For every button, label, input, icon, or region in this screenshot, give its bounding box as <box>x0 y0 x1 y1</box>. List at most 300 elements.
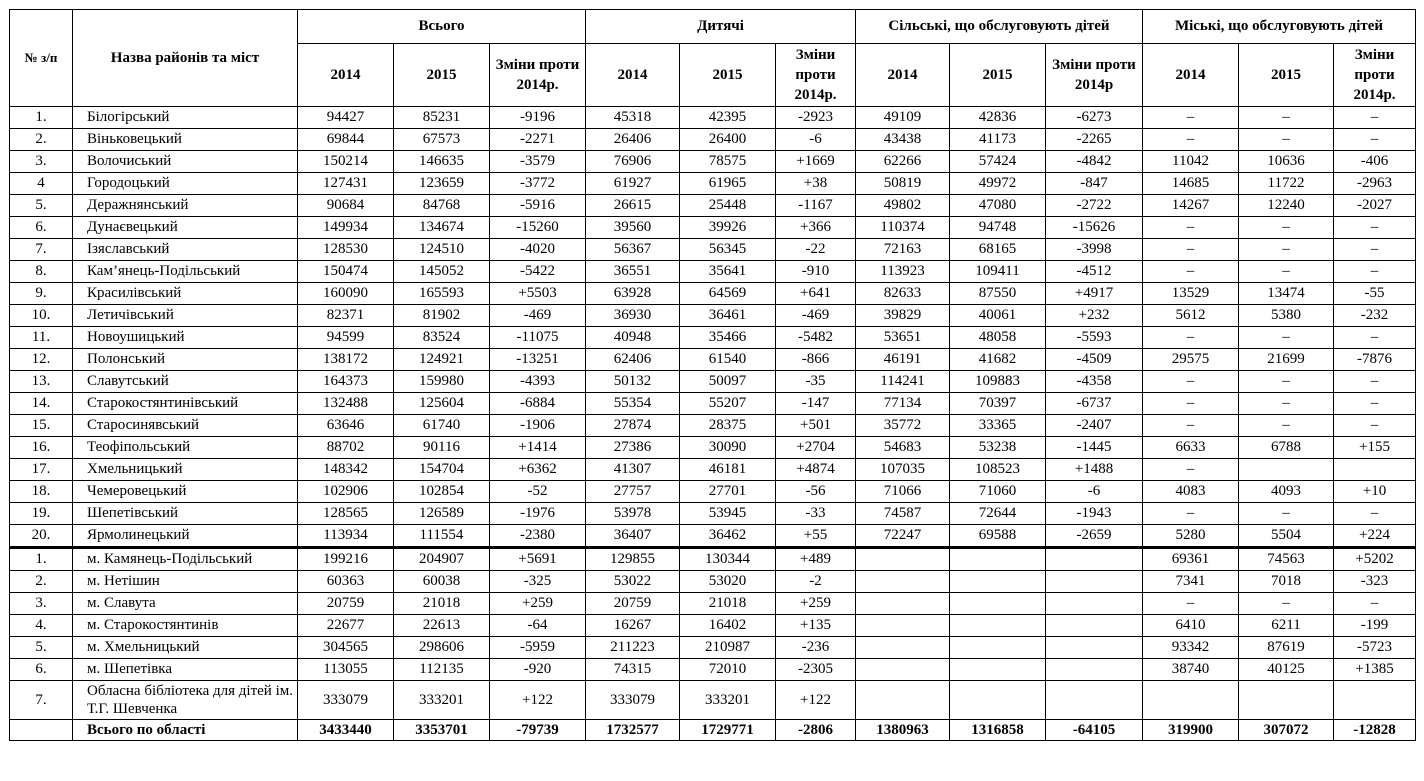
row-value: 60038 <box>394 571 490 593</box>
row-value: -5916 <box>490 195 586 217</box>
row-value: -64105 <box>1046 720 1143 741</box>
row-value: 319900 <box>1143 720 1239 741</box>
row-value: -469 <box>490 305 586 327</box>
row-value: -847 <box>1046 173 1143 195</box>
row-value: 60363 <box>298 571 394 593</box>
row-value: – <box>1239 217 1334 239</box>
row-value: 16267 <box>586 615 680 637</box>
row-number: 13. <box>10 371 73 393</box>
row-name: Волочиський <box>73 151 298 173</box>
row-value: 35641 <box>680 261 776 283</box>
row-value: 55354 <box>586 393 680 415</box>
row-number: 15. <box>10 415 73 437</box>
row-value: 61927 <box>586 173 680 195</box>
row-value: +489 <box>776 548 856 571</box>
row-value: 111554 <box>394 525 490 548</box>
row-value: 333201 <box>680 681 776 720</box>
row-value: 4093 <box>1239 481 1334 503</box>
row-value: 56345 <box>680 239 776 261</box>
row-value: – <box>1143 129 1239 151</box>
row-value: 46181 <box>680 459 776 481</box>
row-value: 61965 <box>680 173 776 195</box>
row-value: 40125 <box>1239 659 1334 681</box>
row-value: -2659 <box>1046 525 1143 548</box>
row-value: – <box>1143 107 1239 129</box>
row-value: +6362 <box>490 459 586 481</box>
row-value: +232 <box>1046 305 1143 327</box>
row-value: 68165 <box>950 239 1046 261</box>
row-value: 7018 <box>1239 571 1334 593</box>
row-number: 3. <box>10 593 73 615</box>
row-value: 53238 <box>950 437 1046 459</box>
row-value: 81902 <box>394 305 490 327</box>
row-value: 109883 <box>950 371 1046 393</box>
row-value: – <box>1334 261 1416 283</box>
row-value: 160090 <box>298 283 394 305</box>
row-value: +1669 <box>776 151 856 173</box>
header-group-urban: Міські, що обслуговують дітей <box>1143 10 1416 44</box>
row-value: -323 <box>1334 571 1416 593</box>
row-value: -7876 <box>1334 349 1416 371</box>
row-value: – <box>1239 239 1334 261</box>
row-value: 41682 <box>950 349 1046 371</box>
row-value: 94599 <box>298 327 394 349</box>
row-value: 72163 <box>856 239 950 261</box>
row-name: м. Нетішин <box>73 571 298 593</box>
row-value <box>950 681 1046 720</box>
row-value: -910 <box>776 261 856 283</box>
row-value <box>1046 681 1143 720</box>
row-value: 14267 <box>1143 195 1239 217</box>
header-year: 2014 <box>856 44 950 107</box>
row-value: -2265 <box>1046 129 1143 151</box>
row-value: +1385 <box>1334 659 1416 681</box>
row-value: 164373 <box>298 371 394 393</box>
row-number: 6. <box>10 217 73 239</box>
header-year: 2014 <box>298 44 394 107</box>
row-value: -9196 <box>490 107 586 129</box>
table-row <box>10 571 1416 593</box>
row-value: 11042 <box>1143 151 1239 173</box>
row-value: 138172 <box>298 349 394 371</box>
row-value: 62406 <box>586 349 680 371</box>
row-value: -33 <box>776 503 856 525</box>
row-value: 108523 <box>950 459 1046 481</box>
row-value: – <box>1143 261 1239 283</box>
table-row <box>10 151 1416 173</box>
table-row <box>10 637 1416 659</box>
row-value: – <box>1334 593 1416 615</box>
row-value: -6 <box>1046 481 1143 503</box>
row-value: +155 <box>1334 437 1416 459</box>
row-value: +135 <box>776 615 856 637</box>
row-name: Старокостянтинівський <box>73 393 298 415</box>
row-value: 16402 <box>680 615 776 637</box>
row-value <box>1046 593 1143 615</box>
row-value: -920 <box>490 659 586 681</box>
row-value: -1943 <box>1046 503 1143 525</box>
table-row <box>10 129 1416 151</box>
row-value: – <box>1239 503 1334 525</box>
row-number: 7. <box>10 681 73 720</box>
row-number: 5. <box>10 195 73 217</box>
row-value: 123659 <box>394 173 490 195</box>
row-number: 18. <box>10 481 73 503</box>
row-value: – <box>1143 459 1239 481</box>
row-value: 26406 <box>586 129 680 151</box>
row-value: +5503 <box>490 283 586 305</box>
row-number: 12. <box>10 349 73 371</box>
header-year: 2015 <box>950 44 1046 107</box>
row-value: 74563 <box>1239 548 1334 571</box>
row-value: – <box>1334 239 1416 261</box>
row-value: 40061 <box>950 305 1046 327</box>
row-number: 1. <box>10 107 73 129</box>
row-value: 47080 <box>950 195 1046 217</box>
row-value: 333201 <box>394 681 490 720</box>
header-year: 2014 <box>1143 44 1239 107</box>
row-value: -6737 <box>1046 393 1143 415</box>
row-value: 6633 <box>1143 437 1239 459</box>
row-value: +641 <box>776 283 856 305</box>
header-change: Зміни проти 2014р. <box>776 44 856 107</box>
table-row <box>10 437 1416 459</box>
table-row <box>10 305 1416 327</box>
table-row <box>10 525 1416 548</box>
row-value: 124510 <box>394 239 490 261</box>
table-row <box>10 720 1416 741</box>
row-value: 25448 <box>680 195 776 217</box>
row-value: -3579 <box>490 151 586 173</box>
row-value: 3353701 <box>394 720 490 741</box>
row-value <box>1143 681 1239 720</box>
table-row <box>10 283 1416 305</box>
row-value: -5959 <box>490 637 586 659</box>
row-value: -52 <box>490 481 586 503</box>
row-value: – <box>1143 371 1239 393</box>
row-value <box>856 571 950 593</box>
row-value: – <box>1334 129 1416 151</box>
row-number: 20. <box>10 525 73 548</box>
row-value: 50097 <box>680 371 776 393</box>
row-value: -35 <box>776 371 856 393</box>
row-name: Всього по області <box>73 720 298 741</box>
header-change: Зміни проти 2014р. <box>490 44 586 107</box>
row-value <box>856 548 950 571</box>
row-value: +4917 <box>1046 283 1143 305</box>
row-value: 113055 <box>298 659 394 681</box>
row-value: 132488 <box>298 393 394 415</box>
row-value: +2704 <box>776 437 856 459</box>
row-value: 57424 <box>950 151 1046 173</box>
row-number: 4 <box>10 173 73 195</box>
row-name: м. Камянець-Подільський <box>73 548 298 571</box>
row-value: -2305 <box>776 659 856 681</box>
row-name: Ізяславський <box>73 239 298 261</box>
row-value: 114241 <box>856 371 950 393</box>
row-value: 62266 <box>856 151 950 173</box>
row-value <box>1046 548 1143 571</box>
table-row <box>10 503 1416 525</box>
row-value: 70397 <box>950 393 1046 415</box>
row-number: 2. <box>10 571 73 593</box>
row-value: 87619 <box>1239 637 1334 659</box>
row-value: +122 <box>776 681 856 720</box>
row-value <box>1239 681 1334 720</box>
row-value: -325 <box>490 571 586 593</box>
row-value: 76906 <box>586 151 680 173</box>
row-value: 159980 <box>394 371 490 393</box>
header-change: Зміни проти 2014р <box>1046 44 1143 107</box>
row-name: Славутський <box>73 371 298 393</box>
row-value <box>1046 637 1143 659</box>
row-value: 30090 <box>680 437 776 459</box>
row-value <box>950 548 1046 571</box>
row-name: Дунаєвецький <box>73 217 298 239</box>
row-value: 69588 <box>950 525 1046 548</box>
row-value <box>856 659 950 681</box>
row-value: 82371 <box>298 305 394 327</box>
row-value: 84768 <box>394 195 490 217</box>
row-value: 12240 <box>1239 195 1334 217</box>
row-value: +224 <box>1334 525 1416 548</box>
row-value: 88702 <box>298 437 394 459</box>
row-value: 43438 <box>856 129 950 151</box>
row-value: -55 <box>1334 283 1416 305</box>
header-year: 2015 <box>394 44 490 107</box>
row-value: 124921 <box>394 349 490 371</box>
row-value: -22 <box>776 239 856 261</box>
header-num: № з/п <box>10 10 73 107</box>
row-value: 69844 <box>298 129 394 151</box>
row-value <box>1046 615 1143 637</box>
row-value: 113934 <box>298 525 394 548</box>
row-number: 19. <box>10 503 73 525</box>
row-value <box>950 593 1046 615</box>
row-value: 14685 <box>1143 173 1239 195</box>
row-name: Красилівський <box>73 283 298 305</box>
row-value: 93342 <box>1143 637 1239 659</box>
row-value: 21018 <box>680 593 776 615</box>
row-value: 39560 <box>586 217 680 239</box>
row-value: 38740 <box>1143 659 1239 681</box>
row-value: 204907 <box>394 548 490 571</box>
row-value: 22613 <box>394 615 490 637</box>
row-value: 53651 <box>856 327 950 349</box>
row-value: – <box>1239 327 1334 349</box>
row-value: 87550 <box>950 283 1046 305</box>
row-value: 13474 <box>1239 283 1334 305</box>
row-value: 40948 <box>586 327 680 349</box>
row-value: -3998 <box>1046 239 1143 261</box>
row-value: – <box>1143 503 1239 525</box>
row-name: Віньковецький <box>73 129 298 151</box>
row-value: 1732577 <box>586 720 680 741</box>
row-value: – <box>1334 327 1416 349</box>
header-year: 2015 <box>1239 44 1334 107</box>
row-value <box>856 615 950 637</box>
row-name: Летичівський <box>73 305 298 327</box>
row-name: Старосинявський <box>73 415 298 437</box>
row-value: 1380963 <box>856 720 950 741</box>
row-value: +366 <box>776 217 856 239</box>
table-row <box>10 659 1416 681</box>
row-value: 129855 <box>586 548 680 571</box>
row-value: – <box>1239 393 1334 415</box>
row-value: 61740 <box>394 415 490 437</box>
row-value: – <box>1143 593 1239 615</box>
row-number: 10. <box>10 305 73 327</box>
row-value: -56 <box>776 481 856 503</box>
row-name: Ярмолинецький <box>73 525 298 548</box>
table-row <box>10 481 1416 503</box>
row-name: м. Старокостянтинів <box>73 615 298 637</box>
row-value: -6273 <box>1046 107 1143 129</box>
row-value <box>950 571 1046 593</box>
row-name: м. Славута <box>73 593 298 615</box>
row-number: 11. <box>10 327 73 349</box>
row-value: -64 <box>490 615 586 637</box>
row-value: – <box>1143 239 1239 261</box>
row-value: 45318 <box>586 107 680 129</box>
row-value: 134674 <box>394 217 490 239</box>
row-value <box>1239 459 1334 481</box>
row-value: 26615 <box>586 195 680 217</box>
row-name: Деражнянський <box>73 195 298 217</box>
row-value: 33365 <box>950 415 1046 437</box>
row-value: -236 <box>776 637 856 659</box>
row-value: -4020 <box>490 239 586 261</box>
row-value: -4509 <box>1046 349 1143 371</box>
row-value: 165593 <box>394 283 490 305</box>
row-value: +259 <box>776 593 856 615</box>
header-change: Зміни проти 2014р. <box>1334 44 1416 107</box>
row-value: 90116 <box>394 437 490 459</box>
row-value: -1445 <box>1046 437 1143 459</box>
row-name: Чемеровецький <box>73 481 298 503</box>
row-value: +55 <box>776 525 856 548</box>
row-name: Білогірський <box>73 107 298 129</box>
row-number: 17. <box>10 459 73 481</box>
row-value: 307072 <box>1239 720 1334 741</box>
row-value: – <box>1239 107 1334 129</box>
row-value: 109411 <box>950 261 1046 283</box>
row-value: 148342 <box>298 459 394 481</box>
row-name: Обласна бібліотека для дітей ім. Т.Г. Шевченка <box>73 681 298 720</box>
row-value: -5482 <box>776 327 856 349</box>
table-row <box>10 327 1416 349</box>
row-value: 74315 <box>586 659 680 681</box>
row-value: -12828 <box>1334 720 1416 741</box>
row-value: -2 <box>776 571 856 593</box>
row-value: 1729771 <box>680 720 776 741</box>
row-value: – <box>1239 129 1334 151</box>
row-value <box>1334 681 1416 720</box>
table-row <box>10 195 1416 217</box>
row-value: – <box>1239 593 1334 615</box>
row-value: +1488 <box>1046 459 1143 481</box>
row-value: 145052 <box>394 261 490 283</box>
row-value: -4512 <box>1046 261 1143 283</box>
row-value: 53978 <box>586 503 680 525</box>
row-value: -11075 <box>490 327 586 349</box>
row-number: 2. <box>10 129 73 151</box>
row-value: – <box>1334 393 1416 415</box>
row-number: 1. <box>10 548 73 571</box>
row-value: 210987 <box>680 637 776 659</box>
row-value: – <box>1334 503 1416 525</box>
row-value: 113923 <box>856 261 950 283</box>
row-number: 9. <box>10 283 73 305</box>
row-number: 16. <box>10 437 73 459</box>
row-value: 3433440 <box>298 720 394 741</box>
row-value: – <box>1334 107 1416 129</box>
row-number: 5. <box>10 637 73 659</box>
row-value: -6 <box>776 129 856 151</box>
row-value: 50132 <box>586 371 680 393</box>
row-value: 5504 <box>1239 525 1334 548</box>
row-name: Теофіпольський <box>73 437 298 459</box>
row-value: -5723 <box>1334 637 1416 659</box>
row-value: 10636 <box>1239 151 1334 173</box>
row-value: +5202 <box>1334 548 1416 571</box>
row-value: -1976 <box>490 503 586 525</box>
row-value: 36461 <box>680 305 776 327</box>
row-value: 90684 <box>298 195 394 217</box>
header-year: 2014 <box>586 44 680 107</box>
table-row <box>10 548 1416 571</box>
row-value: 21699 <box>1239 349 1334 371</box>
row-value: -2806 <box>776 720 856 741</box>
row-value: 83524 <box>394 327 490 349</box>
row-value: – <box>1143 327 1239 349</box>
row-value: 67573 <box>394 129 490 151</box>
row-value: 42395 <box>680 107 776 129</box>
row-value: 64569 <box>680 283 776 305</box>
header-group-rural: Сільські, що обслуговують дітей <box>856 10 1143 44</box>
row-value: 5380 <box>1239 305 1334 327</box>
row-value: 85231 <box>394 107 490 129</box>
row-value: 72644 <box>950 503 1046 525</box>
row-value: – <box>1334 415 1416 437</box>
header-name: Назва районів та міст <box>73 10 298 107</box>
table-row <box>10 349 1416 371</box>
table-row <box>10 459 1416 481</box>
row-value: 53945 <box>680 503 776 525</box>
row-value <box>1334 459 1416 481</box>
row-value: -5422 <box>490 261 586 283</box>
row-value: 5280 <box>1143 525 1239 548</box>
row-value: -15626 <box>1046 217 1143 239</box>
row-value: -2963 <box>1334 173 1416 195</box>
table-row <box>10 681 1416 720</box>
table-row <box>10 415 1416 437</box>
row-value: – <box>1239 415 1334 437</box>
row-value: +10 <box>1334 481 1416 503</box>
row-number: 6. <box>10 659 73 681</box>
row-name: Хмельницький <box>73 459 298 481</box>
row-value: 39926 <box>680 217 776 239</box>
row-value: 333079 <box>298 681 394 720</box>
row-value: 94748 <box>950 217 1046 239</box>
table-row <box>10 593 1416 615</box>
header-group-total: Всього <box>298 10 586 44</box>
row-value: 146635 <box>394 151 490 173</box>
row-number: 3. <box>10 151 73 173</box>
row-number: 4. <box>10 615 73 637</box>
row-value: 7341 <box>1143 571 1239 593</box>
row-value: 42836 <box>950 107 1046 129</box>
